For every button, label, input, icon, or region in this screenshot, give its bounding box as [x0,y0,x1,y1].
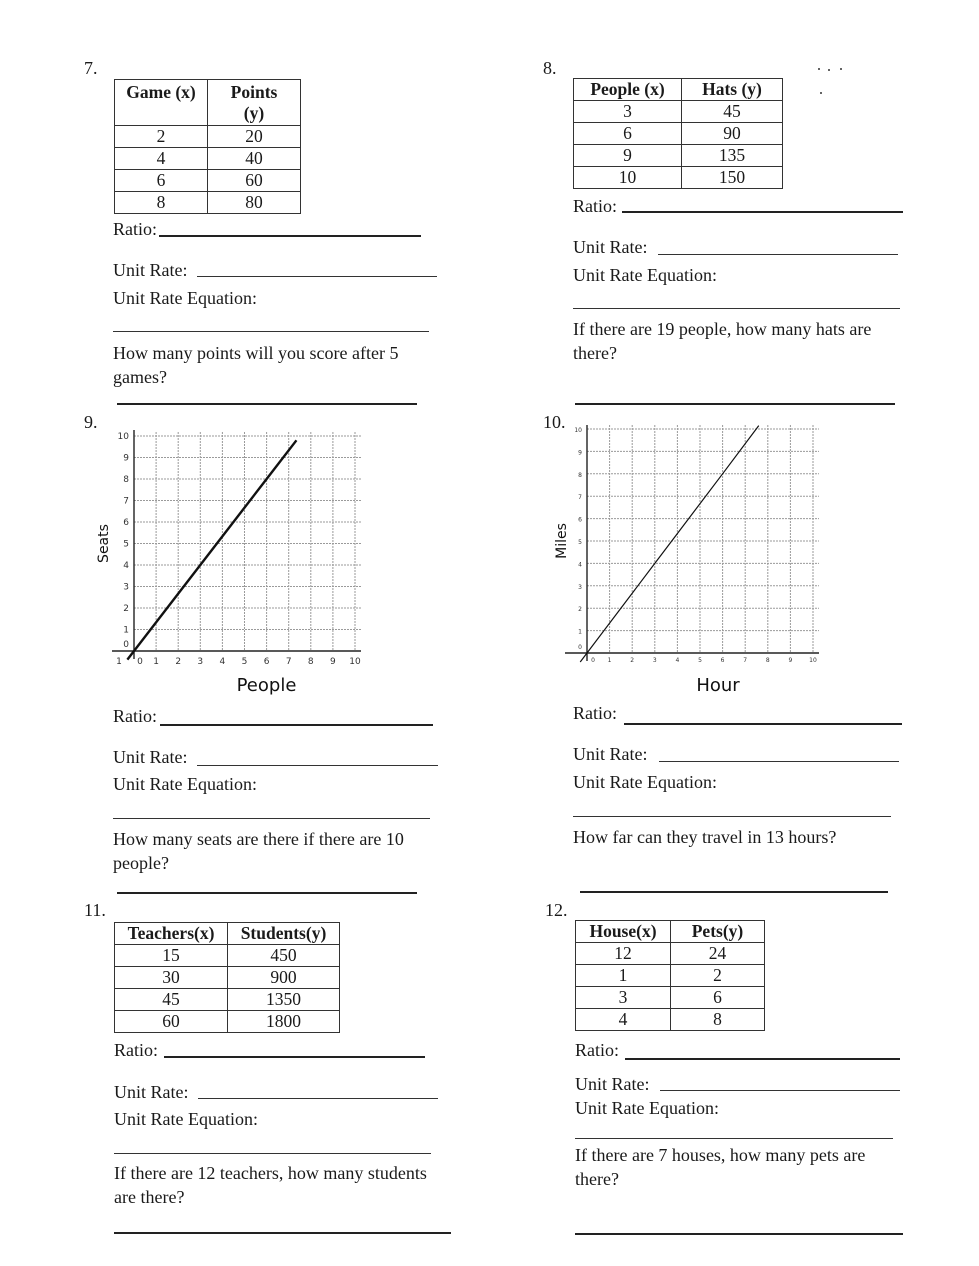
unit-rate-equation-label: Unit Rate Equation: [113,774,257,794]
table-cell: 12 [576,943,671,965]
data-line [580,426,759,662]
question-line-1: If there are 12 teachers, how many students [114,1163,427,1183]
question-answer-line[interactable] [580,891,888,893]
unit-rate-equation-label: Unit Rate Equation: [113,288,257,308]
table-cell: 1 [576,965,671,987]
y-tick-label: 5 [123,539,129,550]
problem-11-number: 11. [84,900,106,920]
table-cell: 9 [574,145,682,167]
unit-rate-equation-label: Unit Rate Equation: [573,265,717,285]
table-cell: 15 [115,945,228,967]
x-tick-label: 6 [263,657,270,667]
y-tick-label: 6 [578,516,582,524]
problem-11-table [114,922,340,1033]
table-header: Points (y) [208,80,301,126]
x-tick-label: 1 [153,657,159,667]
ratio-label: Ratio: [113,706,157,726]
y-tick-label: 5 [578,539,582,546]
x-tick-label: 8 [307,657,314,667]
x-axis-title: People [236,675,297,696]
ratio-answer-line[interactable] [624,723,902,725]
unit-rate-equation-label: Unit Rate Equation: [114,1109,258,1129]
table-cell: 8 [671,1009,765,1031]
table-cell: 30 [115,967,228,989]
ratio-answer-line[interactable] [622,211,903,213]
table-cell: 450 [228,945,340,967]
table-cell: 135 [682,145,783,167]
question-answer-line[interactable] [117,403,417,405]
table-cell: 3 [574,101,682,123]
x-tick-label: 5 [698,657,702,664]
unit-rate-label: Unit Rate: [113,747,188,767]
x-tick-label: 2 [630,657,635,664]
question-line-1: If there are 7 houses, how many pets are [575,1145,866,1165]
table-cell: 4 [576,1009,671,1031]
speck [820,92,822,94]
unit-rate-equation-label: Unit Rate Equation: [573,772,717,792]
unit-rate-equation-answer-line[interactable] [113,331,429,332]
table-cell: 4 [115,148,208,170]
unit-rate-equation-answer-line[interactable] [573,816,891,817]
problem-10-number: 10. [543,412,566,432]
problem-12-table [575,920,765,1031]
question-line-1: How many seats are there if there are 10 [113,829,404,849]
question-answer-line[interactable] [575,1233,903,1235]
unit-rate-answer-line[interactable] [197,276,437,277]
ratio-label: Ratio: [575,1040,619,1060]
ratio-answer-line[interactable] [159,235,421,237]
speck [828,69,830,71]
question-line-2: there? [575,1169,619,1189]
question-line-2: are there? [114,1187,185,1207]
y-tick-label: 6 [123,518,129,528]
y-tick-label: 8 [123,475,129,485]
question-answer-line[interactable] [575,403,895,405]
table-cell: 40 [208,148,301,170]
x-tick-label: 10 [349,657,361,667]
x-tick-label: 10 [809,657,817,664]
y-axis-title: Seats [96,524,112,563]
speck [818,68,820,70]
table-header: House(x) [576,921,671,943]
y-tick-label: 1 [123,625,129,636]
table-header: People (x) [574,79,682,101]
x-tick-label: 8 [765,657,770,664]
y-axis-title: Miles [554,523,570,559]
ratio-answer-line[interactable] [160,724,433,726]
table-cell: 1800 [228,1011,340,1033]
table-cell: 1350 [228,989,340,1011]
ratio-label: Ratio: [573,703,617,723]
question-line-2: there? [573,343,617,363]
unit-rate-equation-label: Unit Rate Equation: [575,1098,719,1118]
y-tick-label: 3 [578,583,582,591]
problem-12-number: 12. [545,900,568,920]
x-tick-label: 6 [720,657,725,664]
x-axis-title: Hour [696,675,740,696]
problem-7-number: 7. [84,58,98,78]
y-tick-label: 7 [578,494,582,502]
unit-rate-equation-answer-line[interactable] [113,818,430,819]
y-tick-label: 9 [578,449,582,457]
question-line-1: How many points will you score after 5 [113,343,399,363]
x-tick-label: 1 [607,657,612,664]
y-tick-label: 2 [578,606,582,614]
ratio-label: Ratio: [573,196,617,216]
y-tick-label: 0 [578,644,582,651]
question-line-2: games? [113,367,167,387]
table-header: Game (x) [115,80,208,126]
data-line [127,440,296,659]
table-cell: 6 [115,170,208,192]
speck [840,68,842,70]
table-cell: 150 [682,167,783,189]
table-cell: 10 [574,167,682,189]
x-tick-label-extra: 1 [116,657,122,667]
x-tick-label: 7 [743,657,748,664]
problem-8-table [573,78,783,189]
table-cell: 60 [115,1011,228,1033]
unit-rate-label: Unit Rate: [573,237,648,257]
x-tick-label: 9 [788,657,793,664]
ratio-label: Ratio: [113,219,157,239]
y-tick-label: 8 [578,471,582,479]
graph-10 [550,425,840,715]
y-tick-label: 0 [123,640,129,650]
table-cell: 80 [208,192,301,214]
unit-rate-answer-line[interactable] [198,1098,438,1099]
problem-9-number: 9. [84,412,98,432]
ratio-answer-line[interactable] [625,1058,900,1060]
question-line-1: If there are 19 people, how many hats are [573,319,872,339]
table-header: Pets(y) [671,921,765,943]
y-tick-label: 4 [578,561,582,569]
ratio-answer-line[interactable] [164,1056,425,1058]
unit-rate-label: Unit Rate: [114,1082,189,1102]
y-tick-label: 10 [574,427,582,434]
question-line-2: people? [113,853,169,873]
x-tick-label: 0 [591,657,595,664]
unit-rate-answer-line[interactable] [197,765,438,766]
x-tick-label: 3 [652,657,657,664]
unit-rate-answer-line[interactable] [659,761,899,762]
y-tick-label: 1 [578,628,582,636]
unit-rate-equation-answer-line[interactable] [573,308,900,309]
table-cell: 60 [208,170,301,192]
y-tick-label: 4 [123,561,129,571]
y-tick-label: 7 [123,496,129,507]
x-tick-label: 4 [219,657,226,667]
unit-rate-answer-line[interactable] [660,1090,900,1091]
table-cell: 900 [228,967,340,989]
unit-rate-label: Unit Rate: [113,260,188,280]
table-cell: 45 [682,101,783,123]
table-cell: 90 [682,123,783,145]
unit-rate-label: Unit Rate: [575,1074,650,1094]
table-header: Teachers(x) [115,923,228,945]
table-cell: 8 [115,192,208,214]
table-header: Hats (y) [682,79,783,101]
y-tick-label: 9 [123,453,129,464]
x-tick-label: 4 [675,657,680,664]
unit-rate-answer-line[interactable] [658,254,898,255]
table-cell: 3 [576,987,671,1009]
table-cell: 6 [671,987,765,1009]
y-tick-label: 3 [123,582,129,593]
x-tick-label: 7 [285,657,292,667]
ratio-label: Ratio: [114,1040,158,1060]
problem-8-number: 8. [543,58,557,78]
unit-rate-equation-answer-line[interactable] [114,1153,431,1154]
table-cell: 6 [574,123,682,145]
x-tick-label: 9 [330,657,336,667]
question-text: How far can they travel in 13 hours? [573,827,837,847]
table-cell: 20 [208,126,301,148]
y-tick-label: 2 [123,604,129,614]
question-answer-line[interactable] [117,892,417,894]
problem-7-table [114,79,301,214]
unit-rate-equation-answer-line[interactable] [575,1138,893,1139]
x-tick-label: 2 [175,657,182,667]
table-cell: 2 [115,126,208,148]
table-header: Students(y) [228,923,340,945]
y-tick-label: 10 [117,432,129,442]
graph-9 [90,425,380,715]
x-tick-label: 5 [241,657,248,667]
table-cell: 24 [671,943,765,965]
x-tick-label: 0 [137,657,143,667]
table-cell: 45 [115,989,228,1011]
x-tick-label: 3 [197,657,204,667]
table-cell: 2 [671,965,765,987]
unit-rate-label: Unit Rate: [573,744,648,764]
question-answer-line[interactable] [114,1232,451,1234]
